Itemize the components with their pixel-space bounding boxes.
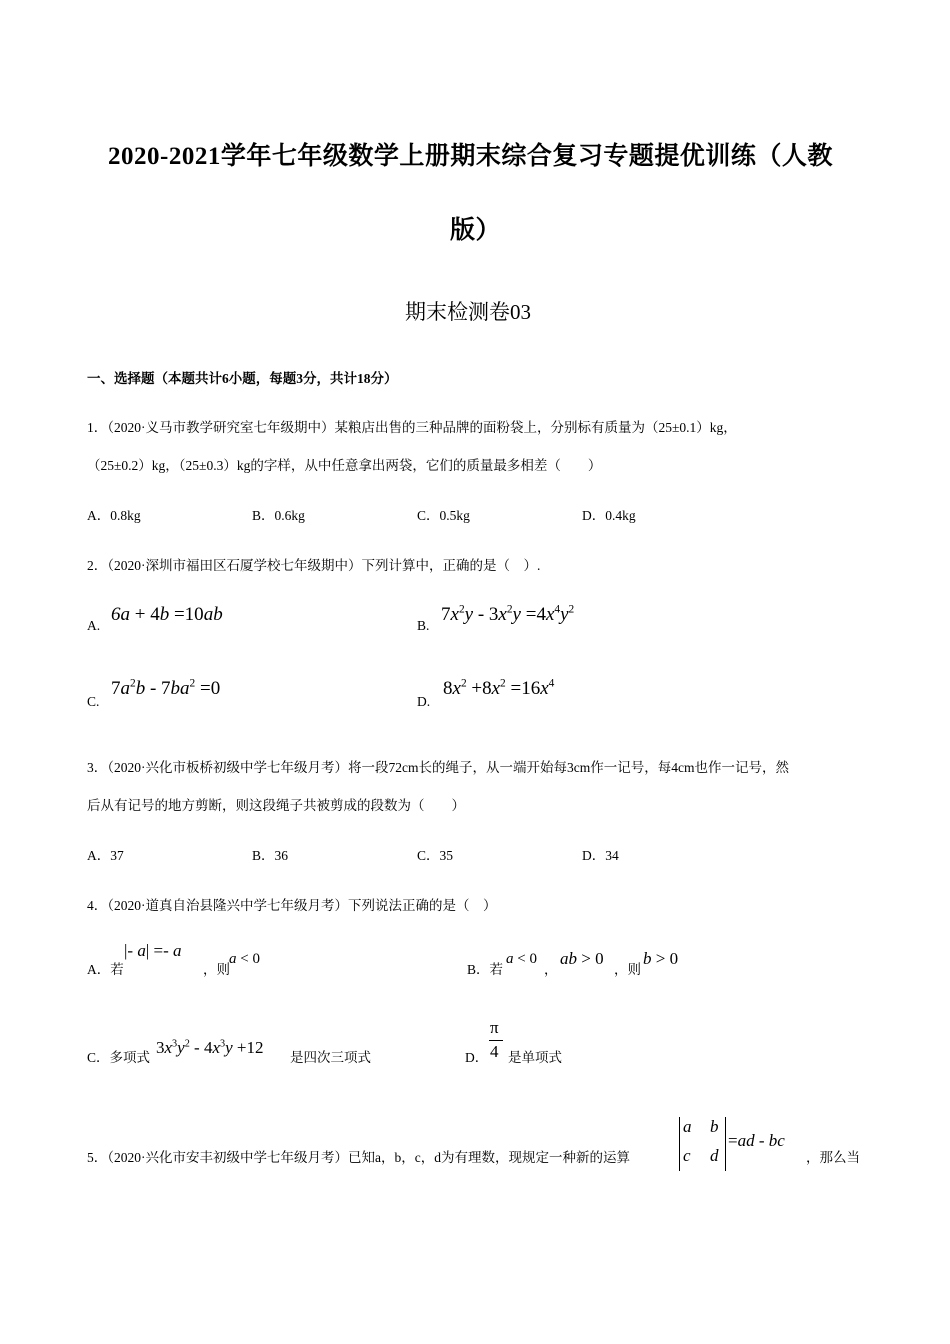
- q2-option-c-label: C.: [87, 694, 100, 709]
- q5-determinant: [679, 1117, 726, 1171]
- q4-option-c-formula: $3x^3y^2 - 4x^3y +12$: [156, 1038, 264, 1057]
- question-1-line1: 1．（2020·义马市教学研究室七年级期中）某粮店出售的三种品牌的面粉袋上，分别标有质量为（25±0.1）kg，: [87, 420, 737, 435]
- q5-det-rhs: =ad - bc: [728, 1131, 785, 1150]
- q2-option-a-formula: 6a + 4b =10ab: [111, 604, 223, 625]
- q4-option-b-formula3: b > 0: [643, 949, 679, 968]
- q4-option-b-prefix: B．若: [467, 962, 504, 977]
- page-subtitle: 期末检测卷03: [405, 300, 531, 324]
- q4-option-c-prefix: C．多项式: [87, 1050, 151, 1065]
- q3-option-a: A．37: [87, 848, 124, 863]
- question-1-line2: （25±0.2）kg，（25±0.3）kg的字样，从中任意拿出两袋，它们的质量最多相差（ ）: [87, 458, 602, 473]
- q4-option-b-formula2: ab > 0: [560, 949, 604, 968]
- question-2-line1: 2．（2020·深圳市福田区石厦学校七年级期中）下列计算中，正确的是（ ）.: [87, 558, 541, 573]
- q1-option-c: C．0.5kg: [417, 508, 470, 523]
- q5-det-b: b: [710, 1117, 719, 1136]
- q2-option-b-label: B.: [417, 618, 430, 633]
- q2-option-c-formula: $7a^2b - 7ba^2 =0$: [111, 677, 221, 699]
- q4-option-b-mid: ，则: [614, 962, 641, 977]
- q2-option-b-formula: $7x^2y - 3x^2y =4x^4y^2$: [441, 603, 575, 625]
- q1-option-b: B．0.6kg: [252, 508, 305, 523]
- q5-det-a: a: [683, 1117, 692, 1136]
- q4-option-d-fraction-bar: [489, 1040, 503, 1041]
- q2-option-d-label: D.: [417, 694, 431, 709]
- question-4-line1: 4．（2020·道真自治县隆兴中学七年级月考）下列说法正确的是（ ）: [87, 898, 497, 913]
- q4-option-a-mid: ，则: [203, 962, 230, 977]
- q5-det-c: c: [683, 1146, 691, 1165]
- q2-option-d-formula: $8x^2 +8x^2 =16x^4$: [443, 677, 555, 699]
- q1-option-a: A．0.8kg: [87, 508, 141, 523]
- page-title-line2: 版）: [450, 217, 502, 244]
- q4-option-d-suffix: 是单项式: [508, 1050, 562, 1065]
- q4-option-b-formula: a < 0: [506, 951, 537, 967]
- q4-option-a-prefix: A．若: [87, 962, 124, 977]
- q4-option-a-formula2: a < 0: [229, 951, 260, 967]
- q4-option-b-comma: ，: [544, 962, 558, 977]
- question-5-line1: 5．（2020·兴化市安丰初级中学七年级月考）已知a，b，c，d为有理数，现规定一种新的运算: [87, 1150, 630, 1165]
- page-title-line1: 2020-2021学年七年级数学上册期末综合复习专题提优训练（人教: [108, 143, 833, 170]
- question-5-line1-end: ，那么当: [806, 1150, 860, 1165]
- q3-option-c: C．35: [417, 848, 454, 863]
- q5-det-d: d: [710, 1146, 719, 1165]
- q4-option-d-prefix: D．: [465, 1050, 489, 1065]
- q3-option-d: D．34: [582, 848, 619, 863]
- question-3-line1: 3．（2020·兴化市板桥初级中学七年级月考）将一段72cm长的绳子，从一端开始每3cm作一记号，每4cm也作一记号，然: [87, 760, 789, 775]
- section-heading: 一、选择题（本题共计6小题，每题3分，共计18分）: [87, 371, 398, 386]
- q4-option-d-numerator: π: [490, 1018, 499, 1037]
- q3-option-b: B．36: [252, 848, 289, 863]
- q2-option-a-label: A.: [87, 618, 101, 633]
- q1-option-d: D．0.4kg: [582, 508, 636, 523]
- q4-option-d-denominator: 4: [490, 1042, 499, 1061]
- q4-option-c-suffix: 是四次三项式: [290, 1050, 371, 1065]
- q4-option-a-formula: |- a| =- a: [124, 941, 182, 960]
- question-3-line2: 后从有记号的地方剪断，则这段绳子共被剪成的段数为（ ）: [87, 798, 465, 813]
